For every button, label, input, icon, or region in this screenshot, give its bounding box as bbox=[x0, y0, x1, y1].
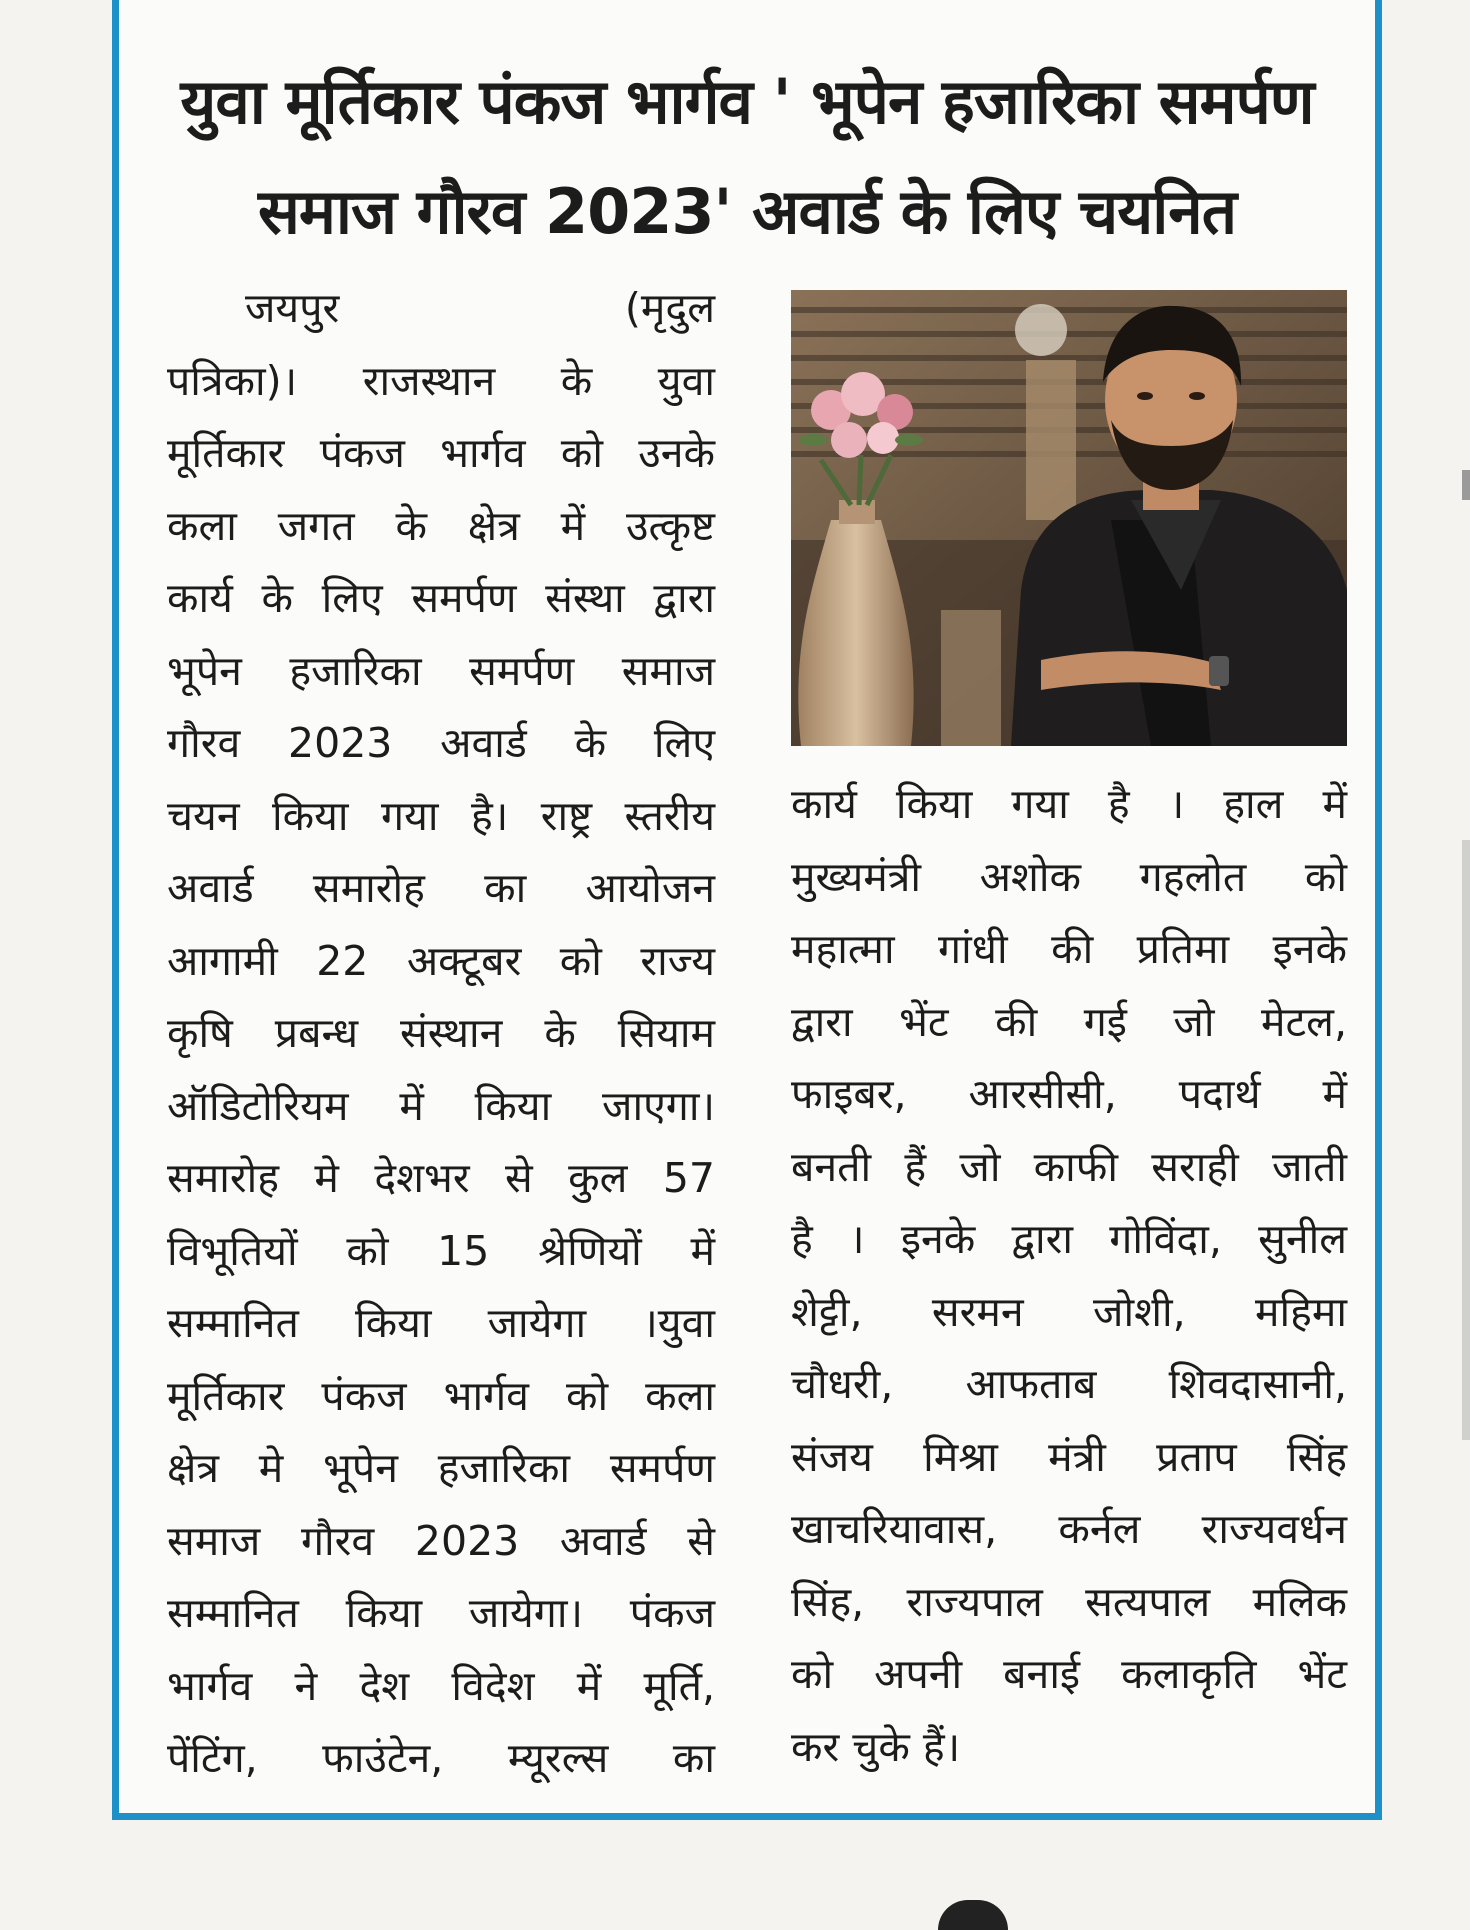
text-line: कृषि प्रबन्ध संस्थान के सियाम bbox=[167, 1009, 715, 1057]
text-line: खाचरियावास, कर्नल राज्यवर्धन bbox=[791, 1505, 1347, 1553]
text-line: मूर्तिकार पंकज भार्गव को कला bbox=[167, 1371, 715, 1420]
right-column bbox=[791, 768, 1347, 1783]
text-line: है । इनके द्वारा गोविंदा, सुनील bbox=[791, 1215, 1347, 1263]
text-line: चौधरी, आफताब शिवदासानी, bbox=[791, 1360, 1347, 1408]
next-item-fragment bbox=[938, 1900, 1008, 1930]
article-frame bbox=[112, 0, 1382, 1820]
text-line: पेंटिंग, फाउंटेन, म्यूरल्स का bbox=[167, 1734, 715, 1782]
text-line: महात्मा गांधी की प्रतिमा इनके bbox=[791, 925, 1347, 973]
text-line: गौरव 2023 अवार्ड के लिए bbox=[167, 719, 715, 767]
text-line: को अपनी बनाई कलाकृति भेंट bbox=[791, 1650, 1347, 1698]
edge-artifact bbox=[1462, 840, 1470, 1440]
text-line: सम्मानित किया जायेगा ।युवा bbox=[167, 1299, 715, 1347]
left-column bbox=[167, 272, 715, 1795]
text-line: कला जगत के क्षेत्र में उत्कृष्ट bbox=[167, 501, 715, 550]
text-line: विभूतियों को 15 श्रेणियों में bbox=[167, 1226, 715, 1275]
dateline-place: जयपुर bbox=[245, 284, 340, 332]
portrait-illustration bbox=[791, 290, 1347, 746]
text-line: ऑडिटोरियम में किया जाएगा। bbox=[167, 1081, 715, 1130]
text-line: बनती हैं जो काफी सराही जाती bbox=[791, 1142, 1347, 1191]
headline-line-2: समाज गौरव 2023' अवार्ड के लिए चयनित bbox=[257, 175, 1237, 248]
text-line: समाज गौरव 2023 अवार्ड से bbox=[167, 1516, 715, 1565]
text-line: कर चुके हैं। bbox=[791, 1722, 961, 1771]
text-line: पत्रिका)। राजस्थान के युवा bbox=[167, 356, 715, 405]
headline-line-1: युवा मूर्तिकार पंकज भार्गव ' भूपेन हजारिका समर्पण bbox=[180, 65, 1314, 138]
text-line: फाइबर, आरसीसी, पदार्थ में bbox=[791, 1070, 1347, 1118]
text-line: मूर्तिकार पंकज भार्गव को उनके bbox=[167, 429, 715, 477]
text-line: क्षेत्र मे भूपेन हजारिका समर्पण bbox=[167, 1444, 715, 1492]
text-line: कार्य के लिए समर्पण संस्था द्वारा bbox=[167, 574, 715, 622]
text-line: संजय मिश्रा मंत्री प्रताप सिंह bbox=[791, 1432, 1347, 1481]
text-line: शेट्टी, सरमन जोशी, महिमा bbox=[791, 1287, 1347, 1336]
text-line: समारोह मे देशभर से कुल 57 bbox=[167, 1154, 715, 1202]
text-line: अवार्ड समारोह का आयोजन bbox=[167, 864, 715, 912]
text-line: भूपेन हजारिका समर्पण समाज bbox=[167, 646, 715, 695]
text-line: आगामी 22 अक्टूबर को राज्य bbox=[167, 936, 715, 985]
text-line: भार्गव ने देश विदेश में मूर्ति, bbox=[167, 1661, 715, 1710]
portrait-photo bbox=[791, 290, 1347, 746]
dateline-source: (मृदुल bbox=[624, 284, 715, 332]
text-line: कार्य किया गया है । हाल में bbox=[791, 780, 1347, 828]
text-line: चयन किया गया है। राष्ट्र स्तरीय bbox=[167, 791, 715, 840]
text-line: सम्मानित किया जायेगा। पंकज bbox=[167, 1589, 715, 1637]
dateline bbox=[167, 272, 715, 345]
text-line: मुख्यमंत्री अशोक गहलोत को bbox=[791, 852, 1347, 901]
text-line: सिंह, राज्यपाल सत्यपाल मलिक bbox=[791, 1577, 1347, 1626]
edge-artifact bbox=[1462, 470, 1470, 500]
text-line: द्वारा भेंट की गई जो मेटल, bbox=[791, 997, 1347, 1046]
